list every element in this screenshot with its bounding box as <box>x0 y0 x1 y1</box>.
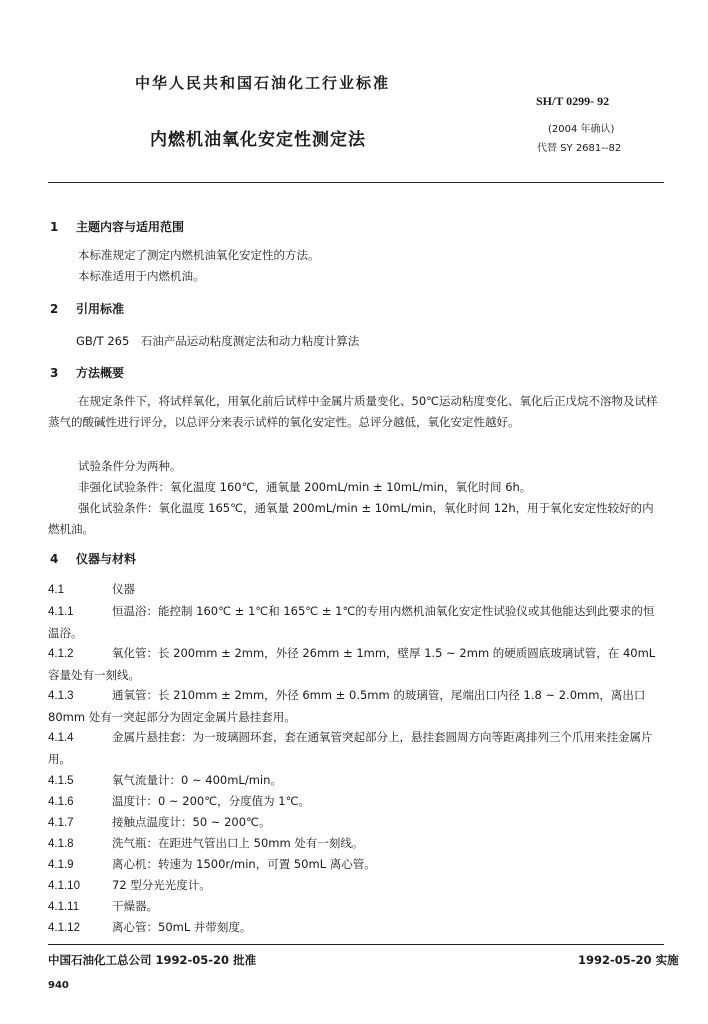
header-divider <box>48 182 664 183</box>
standard-code: SH/T 0299- 92 <box>536 94 610 108</box>
item-4-1-10: 4.1.10 72 型分光光度计。 <box>48 878 211 892</box>
footer-divider <box>48 944 664 945</box>
approval-line: 中国石油化工总公司 1992-05-20 批准 <box>48 953 257 967</box>
section-1-para-1: 本标准规定了测定内燃机油氧化安定性的方法。 <box>78 248 320 262</box>
item-4-1-2: 4.1.2 氧化管：长 200mm ± 2mm，外径 26mm ± 1mm，壁厚 1.5 ~ 2mm 的硬质圆底玻璃试管，在 40mL 容量处有一刻线。 <box>48 646 656 682</box>
item-4-1-5: 4.1.5 氧气流量计：0 ~ 400mL/min。 <box>48 773 282 787</box>
item-4-1-7: 4.1.7 接触点温度计：50 ~ 200℃。 <box>48 815 271 829</box>
implementation-line: 1992-05-20 实施 <box>578 953 679 967</box>
section-1-para-2: 本标准适用于内燃机油。 <box>78 269 205 283</box>
item-4-1-11: 4.1.11 干燥器。 <box>48 899 158 913</box>
item-4-1-4: 4.1.4 金属片悬挂套：为一玻璃圆环套，套在通氧管突起部分上，悬挂套圆周方向等距离排列三个爪用来挂金属片用。 <box>48 730 653 766</box>
section-heading-2: 2 引用标准 <box>50 302 125 316</box>
item-4-1-3: 4.1.3 通氧管：长 210mm ± 2mm，外径 6mm ± 0.5mm 的玻璃管，尾端出口内径 1.8 ~ 2.0mm，离出口 80mm 处有一突起部分为固定金属片悬挂套用。 <box>48 688 646 724</box>
section-heading-3: 3 方法概要 <box>50 366 125 380</box>
standard-type: 中华人民共和国石油化工行业标准 <box>135 74 391 92</box>
section-2-reference: GB/T 265 石油产品运动粘度测定法和动力粘度计算法 <box>76 334 360 348</box>
item-4-1-12: 4.1.12 离心管：50mL 并带刻度。 <box>48 920 252 934</box>
item-4-1-9: 4.1.9 离心机：转速为 1500r/min，可置 50mL 离心管。 <box>48 857 376 871</box>
section-3-para-1: 在规定条件下，将试样氧化，用氧化前后试样中金属片质量变化、50℃运动粘度变化、氧化后正戊烷不溶物及试样蒸气的酸碱性进行评分，以总评分来表示试样的氧化安定性。总评分越低，氧化安定性越好。 <box>48 394 658 429</box>
document-title: 内燃机油氧化安定性测定法 <box>150 130 366 150</box>
item-4-1-8: 4.1.8 洗气瓶：在距进气管出口上 50mm 处有一刻线。 <box>48 836 364 850</box>
item-4-1-6: 4.1.6 温度计：0 ~ 200℃，分度值为 1℃。 <box>48 794 311 808</box>
section-3-para-4: 强化试验条件：氧化温度 165℃，通氧量 200mL/min ± 10mL/min，氧化时间 12h，用于氧化安定性较好的内燃机油。 <box>48 501 654 536</box>
section-heading-4: 4 仪器与材料 <box>50 552 137 566</box>
confirmed-note: (2004 年确认) <box>548 124 615 135</box>
section-heading-1: 1 主题内容与适用范围 <box>50 220 185 234</box>
replaces-note: 代替 SY 2681--82 <box>537 143 622 154</box>
section-3-para-3: 非强化试验条件：氧化温度 160℃，通氧量 200mL/min ± 10mL/min，氧化时间 6h。 <box>78 480 532 494</box>
item-4-1-1: 4.1.1 恒温浴：能控制 160℃ ± 1℃和 165℃ ± 1℃的专用内燃机油氧化安定性试验仪或其他能达到此要求的恒温浴。 <box>48 604 655 640</box>
item-4-1: 4.1 仪器 <box>48 582 135 596</box>
section-3-para-2: 试验条件分为两种。 <box>78 459 182 473</box>
page-number: 940 <box>48 980 69 991</box>
